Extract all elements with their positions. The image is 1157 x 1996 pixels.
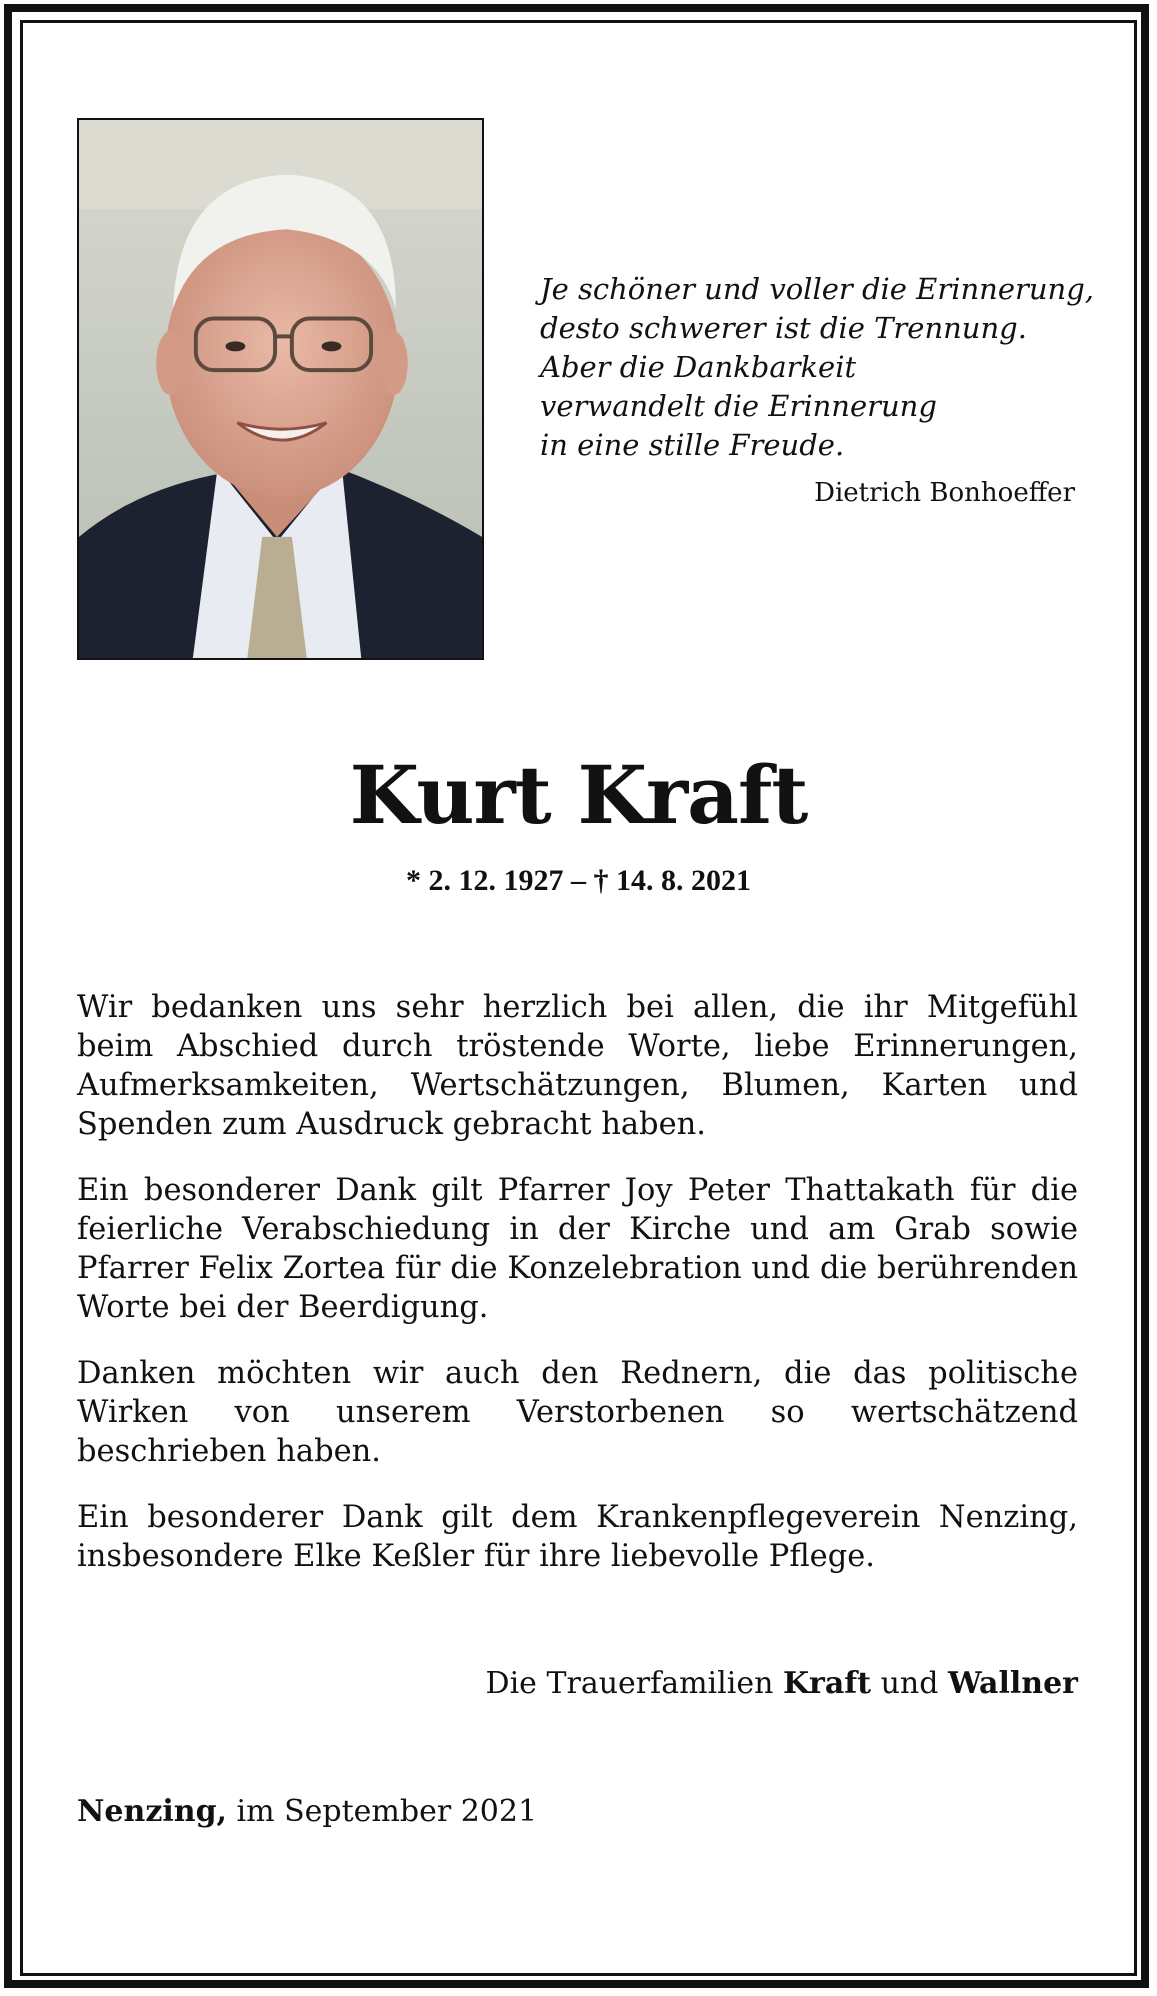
memorial-quote xyxy=(540,270,1095,465)
quote-line: Je schöner und voller die Erinnerung, xyxy=(540,272,1095,306)
place-and-date xyxy=(77,1794,777,1829)
thank-you-text xyxy=(77,988,1078,1603)
deceased-name: Kurt Kraft xyxy=(349,748,808,842)
paragraph: Danken möchten wir auch den Rednern, die das politische Wirken von unserem Verstorbenen so wertschätzend beschrieben haben. xyxy=(77,1356,1078,1469)
signature xyxy=(77,1666,1078,1701)
place: Nenzing, xyxy=(77,1794,227,1829)
quote-line: Aber die Dankbarkeit xyxy=(540,350,857,384)
quote-line: in eine stille Freude. xyxy=(540,428,845,462)
family-name-wallner: Wallner xyxy=(947,1666,1078,1701)
paragraph: Wir bedanken uns sehr herzlich bei allen, die ihr Mitgefühl beim Abschied durch tröstende Worte, liebe Erinnerungen, Aufmerksamkeiten, Wertschätzungen, Blumen, Karten und Spenden zum Ausdruck gebracht haben. xyxy=(77,990,1078,1142)
quote-author: Dietrich Bonhoeffer xyxy=(814,478,1075,508)
portrait-photo xyxy=(77,118,484,660)
quote-line: desto schwerer ist die Trennung. xyxy=(540,311,1027,345)
quote-line: verwandelt die Erinnerung xyxy=(540,389,937,423)
signature-connector: und xyxy=(871,1666,948,1701)
life-dates: * 2. 12. 1927 – † 14. 8. 2021 xyxy=(406,864,751,897)
family-name-kraft: Kraft xyxy=(782,1666,872,1701)
date: im September 2021 xyxy=(227,1794,538,1829)
signature-prefix: Die Trauerfamilien xyxy=(485,1666,783,1701)
paragraph: Ein besonderer Dank gilt dem Krankenpflegeverein Nenzing, insbesondere Elke Keßler für ihre liebevolle Pflege. xyxy=(77,1500,1078,1574)
paragraph: Ein besonderer Dank gilt Pfarrer Joy Peter Thattakath für die feierliche Verabschiedung in der Kirche und am Grab sowie Pfarrer Felix Zortea für die Konzelebration und die berührenden Worte bei der Beerdigung. xyxy=(77,1173,1078,1325)
portrait-illustration xyxy=(79,120,482,658)
